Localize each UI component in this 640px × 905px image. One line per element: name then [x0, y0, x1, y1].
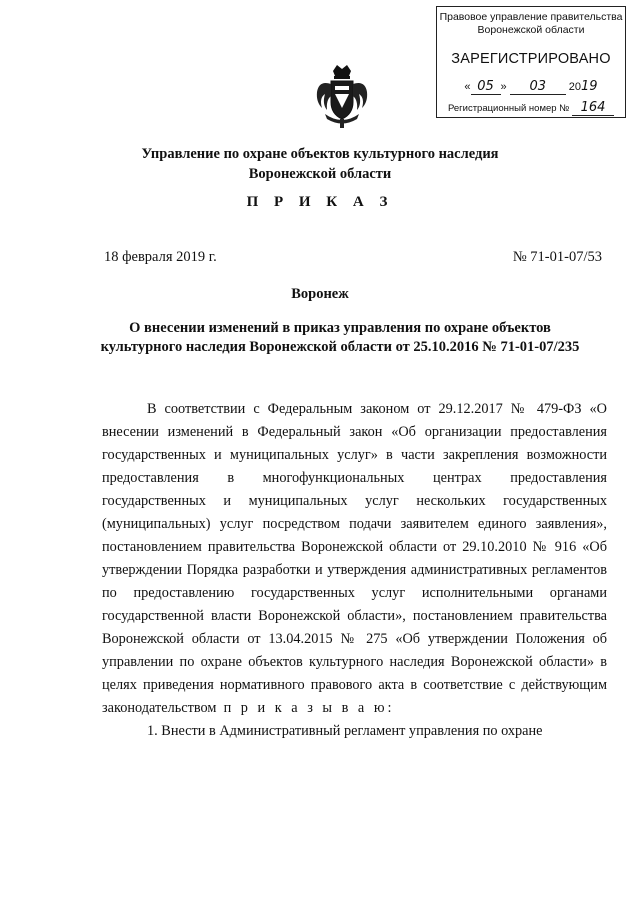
- stamp-registration: [437, 100, 625, 116]
- registration-stamp: [436, 6, 626, 118]
- stamp-reg-number: 164: [572, 100, 614, 116]
- stamp-header: [437, 11, 625, 37]
- preamble-paragraph: [102, 398, 607, 720]
- document-type-title: П Р И К А З: [246, 194, 394, 210]
- stamp-date: « 05 » 03 2019: [464, 79, 598, 94]
- subject-line-1: О внесении изменений в приказ управления по охране объектов: [129, 320, 551, 336]
- preamble-text: В соответствии с Федеральным законом от 29.12.2017 № 479-ФЗ «О внесении изменений в Федеральный закон «Об организации предоставления государственных и муниципальных услуг» в части закрепления возможности предоставления в многофункциональных центрах предоставления государственных и муниципальных услуг нескольких государственных (муниципальных) услуг посредством подачи заявителем единого заявления», постановлением правительства Воронежской области от 29.10.2010 № 916 «Об утверждении Порядка разработки и утверждения административных регламентов по предоставлению государственных услуг исполнительными органами государственной власти Воронежской области», постановлением правительства Воронежской области от 13.04.2015 № 275 «Об утверждении Положения об управлении по охране объектов культурного наследия Воронежской области» в целях приведения нормативного правового акта в соответствие с действующим законодательством: [102, 401, 607, 716]
- coat-of-arms-emblem: [313, 62, 371, 130]
- stamp-status: ЗАРЕГИСТРИРОВАНО: [451, 51, 611, 67]
- stamp-reg-label: Регистрационный номер №: [447, 103, 570, 114]
- order-body: [102, 398, 607, 743]
- authority-line-1: Управление по охране объектов культурного наследия: [141, 146, 499, 162]
- stamp-year-suffix: 19: [581, 79, 598, 94]
- order-subject: [70, 319, 610, 357]
- stamp-year-prefix: 20: [568, 81, 582, 93]
- stamp-month: 03: [510, 79, 566, 95]
- stamp-day: 05: [471, 79, 501, 95]
- stamp-line-2: Воронежской области: [477, 24, 585, 36]
- order-date: 18 февраля 2019 г.: [104, 249, 217, 265]
- order-directive-word: п р и к а з ы в а ю:: [223, 700, 395, 716]
- city-name: Воронеж: [291, 286, 349, 302]
- authority-line-2: Воронежской области: [248, 166, 392, 182]
- order-number: № 71-01-07/53: [512, 249, 602, 265]
- subject-line-2: культурного наследия Воронежской области от 25.10.2016 № 71-01-07/235: [100, 339, 580, 355]
- issuing-authority: [0, 144, 640, 184]
- stamp-line-1: Правовое управление правительства: [439, 11, 623, 23]
- order-item-1: 1. Внести в Административный регламент управления по охране: [147, 723, 543, 739]
